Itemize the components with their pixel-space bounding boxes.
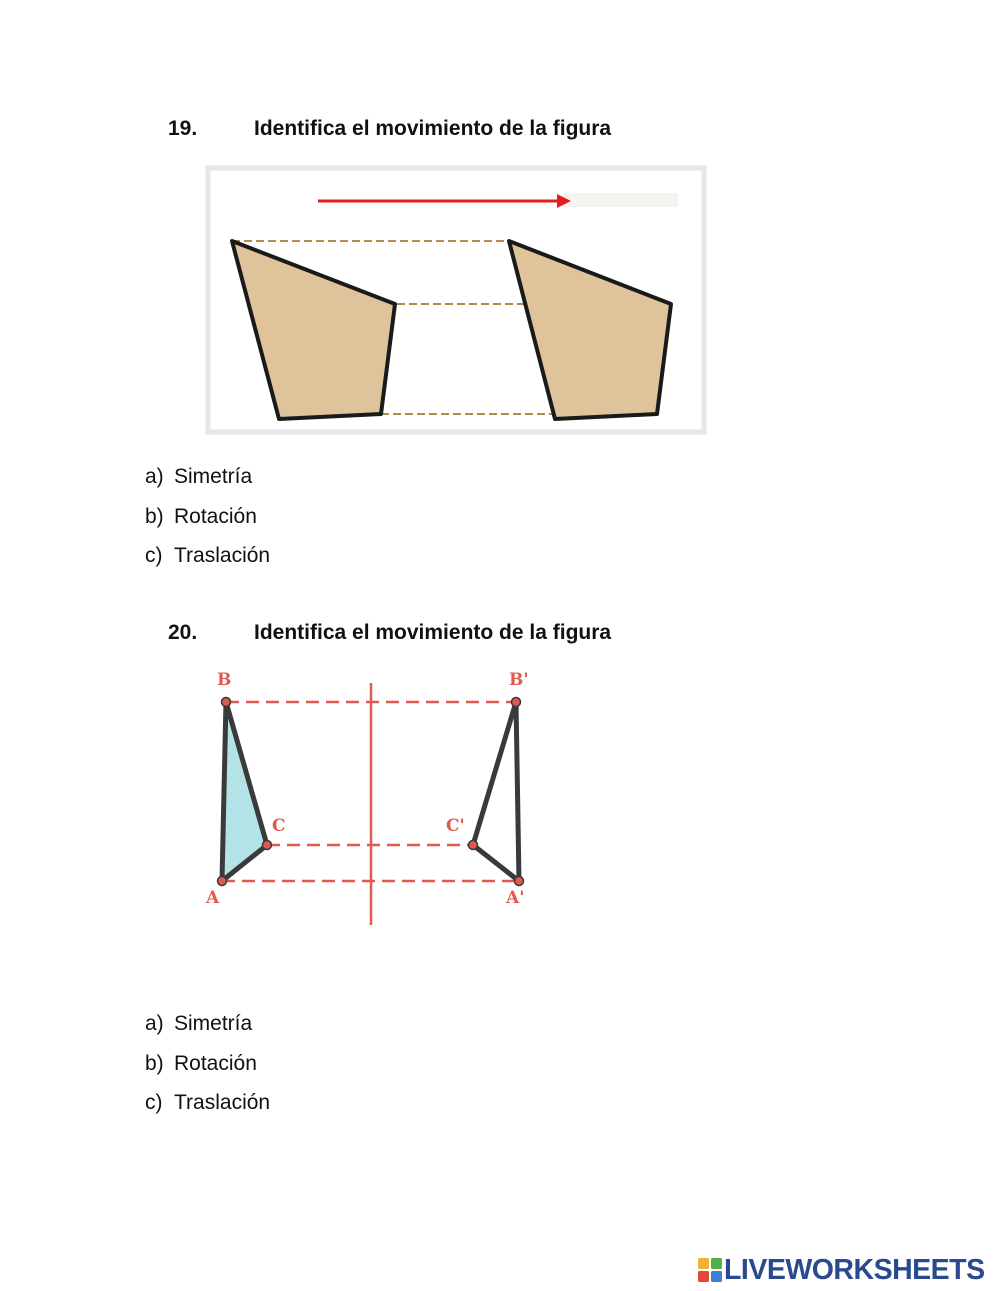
option-b[interactable]: b) Rotación — [145, 504, 257, 528]
label-b: B — [217, 670, 232, 690]
vertex-c-prime — [469, 841, 478, 850]
question-prompt: Identifica el movimiento de la figura — [254, 117, 612, 140]
question-prompt: Identifica el movimiento de la figura — [254, 621, 612, 644]
brand-name: LIVEWORKSHEETS — [724, 1253, 985, 1286]
liveworksheets-logo[interactable] — [698, 1255, 985, 1285]
question-19-heading — [168, 117, 611, 141]
vertex-b — [222, 698, 231, 707]
label-c-prime: C' — [446, 816, 465, 836]
translation-figure — [205, 165, 707, 435]
question-20-heading — [168, 621, 611, 645]
vertex-c — [263, 841, 272, 850]
label-a-prime: A' — [506, 888, 525, 908]
vertex-a-prime — [515, 877, 524, 886]
vertex-a — [218, 877, 227, 886]
original-triangle — [222, 702, 267, 881]
option-a[interactable]: a) Simetría — [145, 1012, 253, 1035]
question-number: 19. — [168, 117, 198, 140]
option-c[interactable]: c) Traslación — [145, 1091, 271, 1114]
logo-icon — [698, 1258, 722, 1282]
question-20-options — [145, 1012, 270, 1131]
option-b[interactable]: b) Rotación — [145, 1051, 257, 1075]
vertex-b-prime — [512, 698, 521, 707]
symmetry-figure — [200, 665, 540, 930]
label-b-prime: B' — [509, 670, 529, 690]
label-c: C — [272, 816, 286, 836]
question-number: 20. — [168, 621, 198, 644]
question-19-options — [145, 465, 270, 584]
figure-shade — [563, 193, 678, 207]
reflected-triangle — [473, 702, 519, 881]
option-a[interactable]: a) Simetría — [145, 465, 253, 488]
label-a: A — [206, 888, 220, 908]
option-c[interactable]: c) Traslación — [145, 544, 271, 567]
